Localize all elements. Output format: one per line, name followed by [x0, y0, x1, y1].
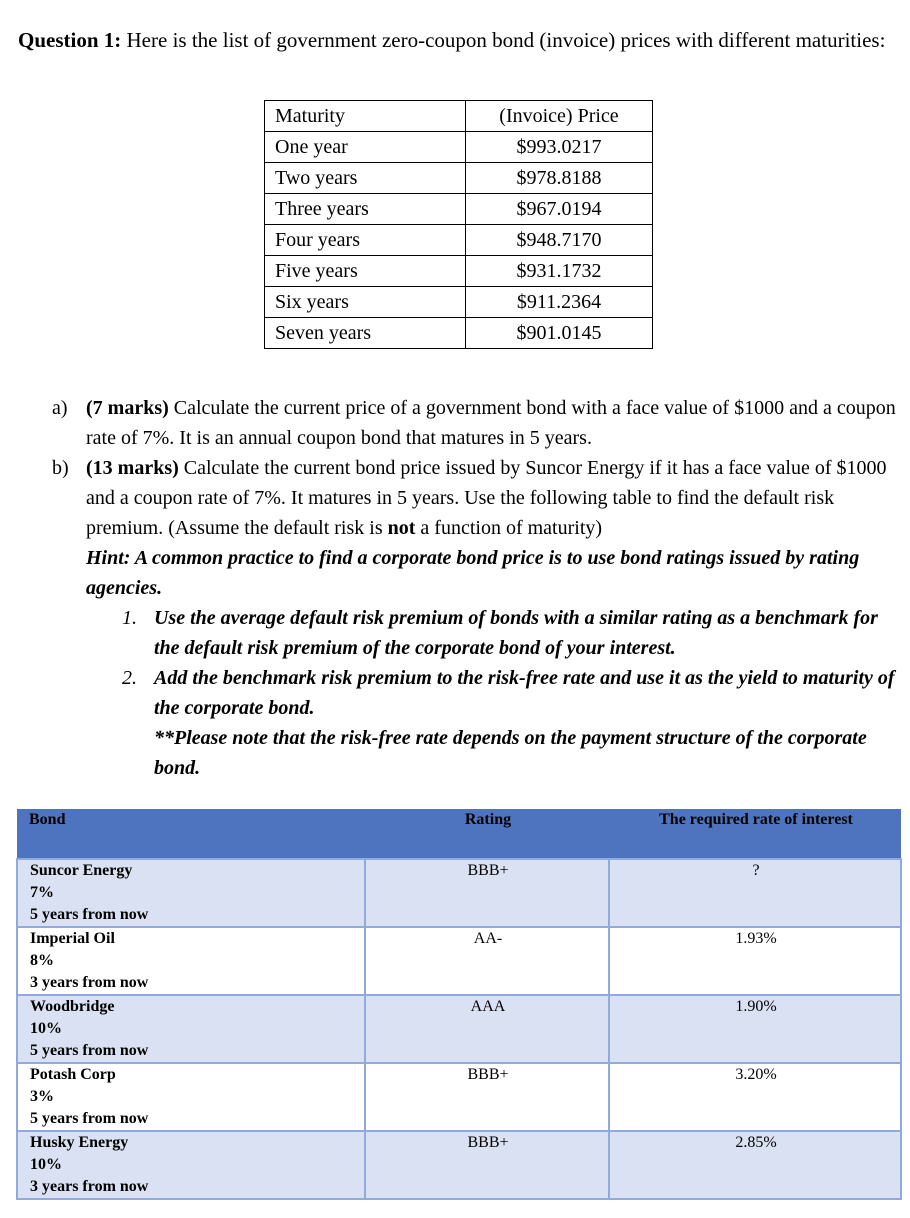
bond-name: Woodbridge: [30, 998, 115, 1015]
part-a-label: a): [52, 397, 68, 419]
part-a: [52, 393, 902, 453]
rating-cell: BBB+: [365, 1063, 609, 1131]
part-b-text-end: a function of maturity): [415, 517, 603, 539]
rate-cell: ?: [609, 859, 901, 927]
price-row: [265, 194, 653, 225]
price-header: (Invoice) Price: [466, 101, 653, 132]
step-text: Add the benchmark risk premium to the risk-free rate and use it as the yield to maturity of the corporate bond.: [154, 667, 895, 719]
step-number: 1.: [122, 607, 137, 629]
bond-maturity: 5 years from now: [30, 1042, 149, 1059]
rate-cell: 1.93%: [609, 927, 901, 995]
bond-cell: [17, 1131, 365, 1199]
maturity-cell: Three years: [265, 194, 466, 225]
bond-row: [17, 927, 901, 995]
zero-coupon-price-table: [264, 100, 653, 349]
question-parts: [52, 393, 902, 783]
bond-maturity: 3 years from now: [30, 1178, 149, 1195]
rating-header: Rating: [365, 809, 609, 859]
bond-name: Imperial Oil: [30, 930, 115, 947]
price-cell: $967.0194: [466, 194, 653, 225]
bond-name: Husky Energy: [30, 1134, 129, 1151]
maturity-cell: Five years: [265, 256, 466, 287]
price-row: [265, 287, 653, 318]
bond-cell: [17, 927, 365, 995]
price-row: [265, 163, 653, 194]
rating-cell: BBB+: [365, 1131, 609, 1199]
rate-cell: 1.90%: [609, 995, 901, 1063]
rate-cell: 3.20%: [609, 1063, 901, 1131]
hint-step: [122, 663, 902, 723]
part-b-marks: (13 marks): [86, 457, 179, 479]
hint-text: Hint: A common practice to find a corporate bond price is to use bond ratings issued by rating agencies.: [86, 547, 860, 599]
price-cell: $978.8188: [466, 163, 653, 194]
question-heading: [18, 25, 898, 56]
price-cell: $993.0217: [466, 132, 653, 163]
part-b-text: Calculate the current bond price issued by Suncor Energy if it has a face value of $1000 and a coupon rate of 7%. It matures in 5 years. Use the following table to find the default risk premium. (Assume the default risk is: [86, 457, 887, 539]
price-row: [265, 225, 653, 256]
rating-cell: BBB+: [365, 859, 609, 927]
maturity-cell: Seven years: [265, 318, 466, 349]
bond-cell: [17, 1063, 365, 1131]
bond-table-header: [17, 809, 901, 859]
part-a-text: Calculate the current price of a government bond with a face value of $1000 and a coupon rate of 7%. It is an annual coupon bond that matures in 5 years.: [86, 397, 896, 449]
hint-steps: [122, 603, 902, 783]
bond-header: Bond: [17, 809, 365, 859]
hint-step: [122, 603, 902, 663]
step-number: 2.: [122, 667, 137, 689]
price-cell: $911.2364: [466, 287, 653, 318]
price-cell: $931.1732: [466, 256, 653, 287]
rating-cell: AAA: [365, 995, 609, 1063]
bond-coupon: 10%: [30, 1020, 62, 1037]
price-row: [265, 318, 653, 349]
bond-row: [17, 995, 901, 1063]
bond-coupon: 10%: [30, 1156, 62, 1173]
bond-row: [17, 859, 901, 927]
bond-maturity: 3 years from now: [30, 974, 149, 991]
bond-coupon: 3%: [30, 1088, 54, 1105]
bond-cell: [17, 995, 365, 1063]
question-text: Here is the list of government zero-coupon bond (invoice) prices with different maturities:: [121, 28, 886, 52]
risk-free-note: **Please note that the risk-free rate depends on the payment structure of the corporate bond.: [154, 727, 867, 779]
bond-coupon: 7%: [30, 884, 54, 901]
bond-maturity: 5 years from now: [30, 906, 149, 923]
price-table-header: [265, 101, 653, 132]
rating-cell: AA-: [365, 927, 609, 995]
price-row: [265, 132, 653, 163]
bond-maturity: 5 years from now: [30, 1110, 149, 1127]
maturity-cell: Two years: [265, 163, 466, 194]
part-a-marks: (7 marks): [86, 397, 169, 419]
bond-row: [17, 1131, 901, 1199]
maturity-cell: Four years: [265, 225, 466, 256]
bond-row: [17, 1063, 901, 1131]
price-cell: $901.0145: [466, 318, 653, 349]
part-b: [52, 453, 902, 783]
maturity-header: Maturity: [265, 101, 466, 132]
part-b-emphasis: not: [387, 517, 416, 539]
bond-cell: [17, 859, 365, 927]
question-label: Question 1:: [18, 28, 122, 52]
price-row: [265, 256, 653, 287]
rate-header: The required rate of interest: [609, 809, 901, 859]
price-cell: $948.7170: [466, 225, 653, 256]
maturity-cell: Six years: [265, 287, 466, 318]
rate-cell: 2.85%: [609, 1131, 901, 1199]
corporate-bond-table: [16, 809, 902, 1200]
step-text: Use the average default risk premium of bonds with a similar rating as a benchmark for the default risk premium of the corporate bond of your interest.: [154, 607, 878, 659]
maturity-cell: One year: [265, 132, 466, 163]
bond-coupon: 8%: [30, 952, 54, 969]
part-b-label: b): [52, 457, 69, 479]
bond-name: Suncor Energy: [30, 862, 133, 879]
bond-name: Potash Corp: [30, 1066, 116, 1083]
